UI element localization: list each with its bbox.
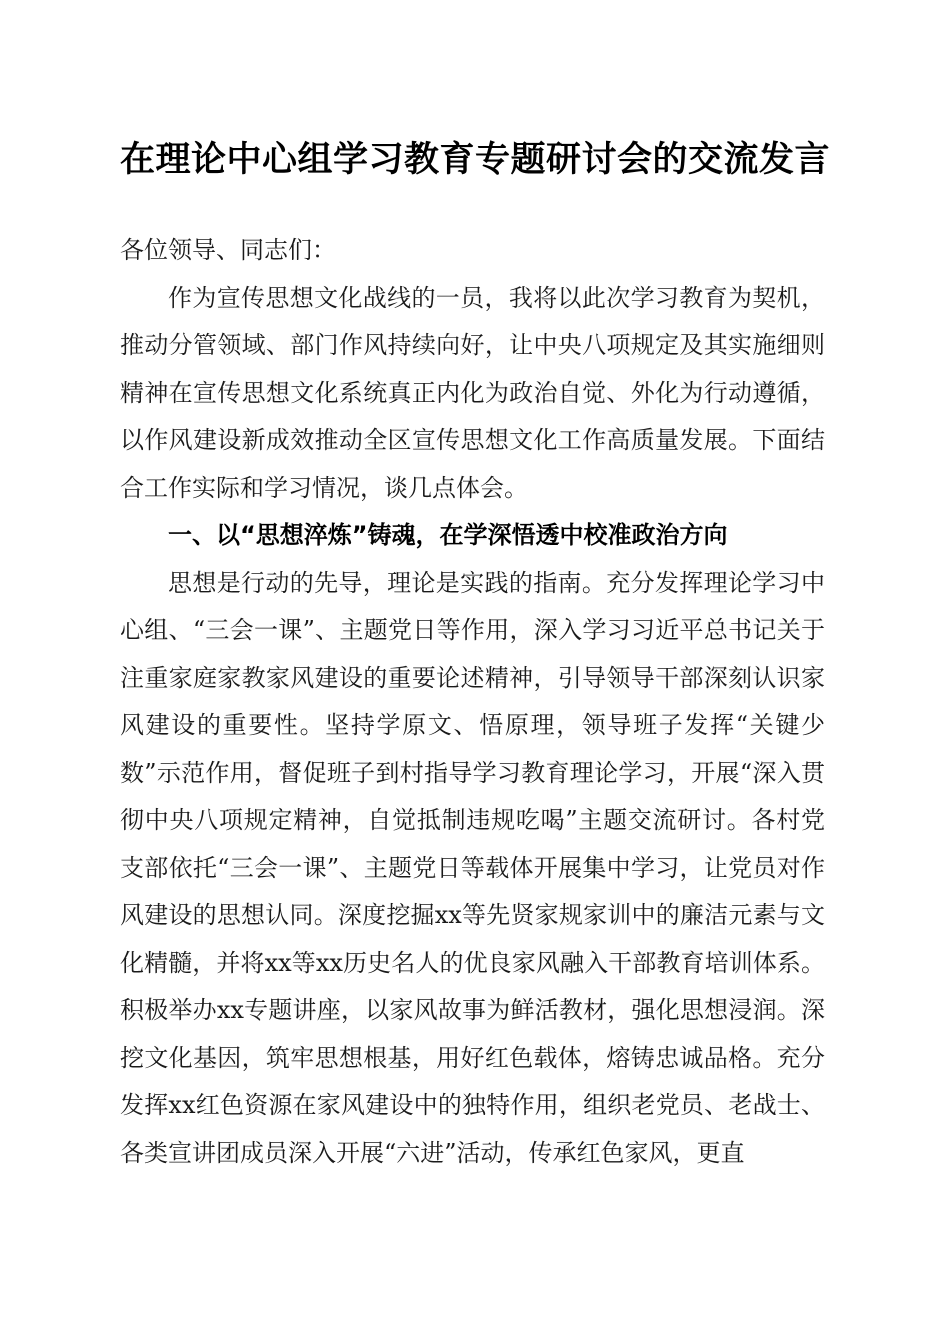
section-heading: 一、以“思想淬炼”铸魂，在学深悟透中校准政治方向 (168, 521, 728, 549)
salutation: 各位领导、同志们： (120, 236, 336, 264)
document-body (120, 227, 825, 1177)
intro-paragraph: 作为宣传思想文化战线的一员，我将以此次学习教育为契机，推动分管领域、部门作风持续向好，让中央八项规定及其实施细则精神在宣传思想文化系统真正内化为政治自觉、外化为行动遵循，以作风建设新成效推动全区宣传思想文化工作高质量发展。下面结合工作实际和学习情况，谈几点体会。 (120, 283, 825, 502)
document-title: 在理论中心组学习教育专题研讨会的交流发言 (119, 139, 830, 180)
section-paragraph: 思想是行动的先导，理论是实践的指南。充分发挥理论学习中心组、“三会一课”、主题党日等作用，深入学习习近平总书记关于注重家庭家教家风建设的重要论述精神，引导领导干部深刻认识家风建设的重要性。坚持学原文、悟原理，领导班子发挥“关键少数”示范作用，督促班子到村指导学习教育理论学习，开展“深入贯彻中央八项规定精神，自觉抵制违规吃喝”主题交流研讨。各村党支部依托“三会一课”、主题党日等载体开展集中学习，让党员对作风建设的思想认同。深度挖掘xx等先贤家规家训中的廉洁元素与文化精髓，并将xx等xx历史名人的优良家风融入干部教育培训体系。积极举办xx专题讲座，以家风故事为鲜活教材，强化思想浸润。深挖文化基因，筑牢思想根基，用好红色载体，熔铸忠诚品格。充分发挥xx红色资源在家风建设中的独特作用，组织老党员、老战士、各类宣讲团成员深入开展“六进”活动，传承红色家风，更直 (120, 568, 825, 1167)
